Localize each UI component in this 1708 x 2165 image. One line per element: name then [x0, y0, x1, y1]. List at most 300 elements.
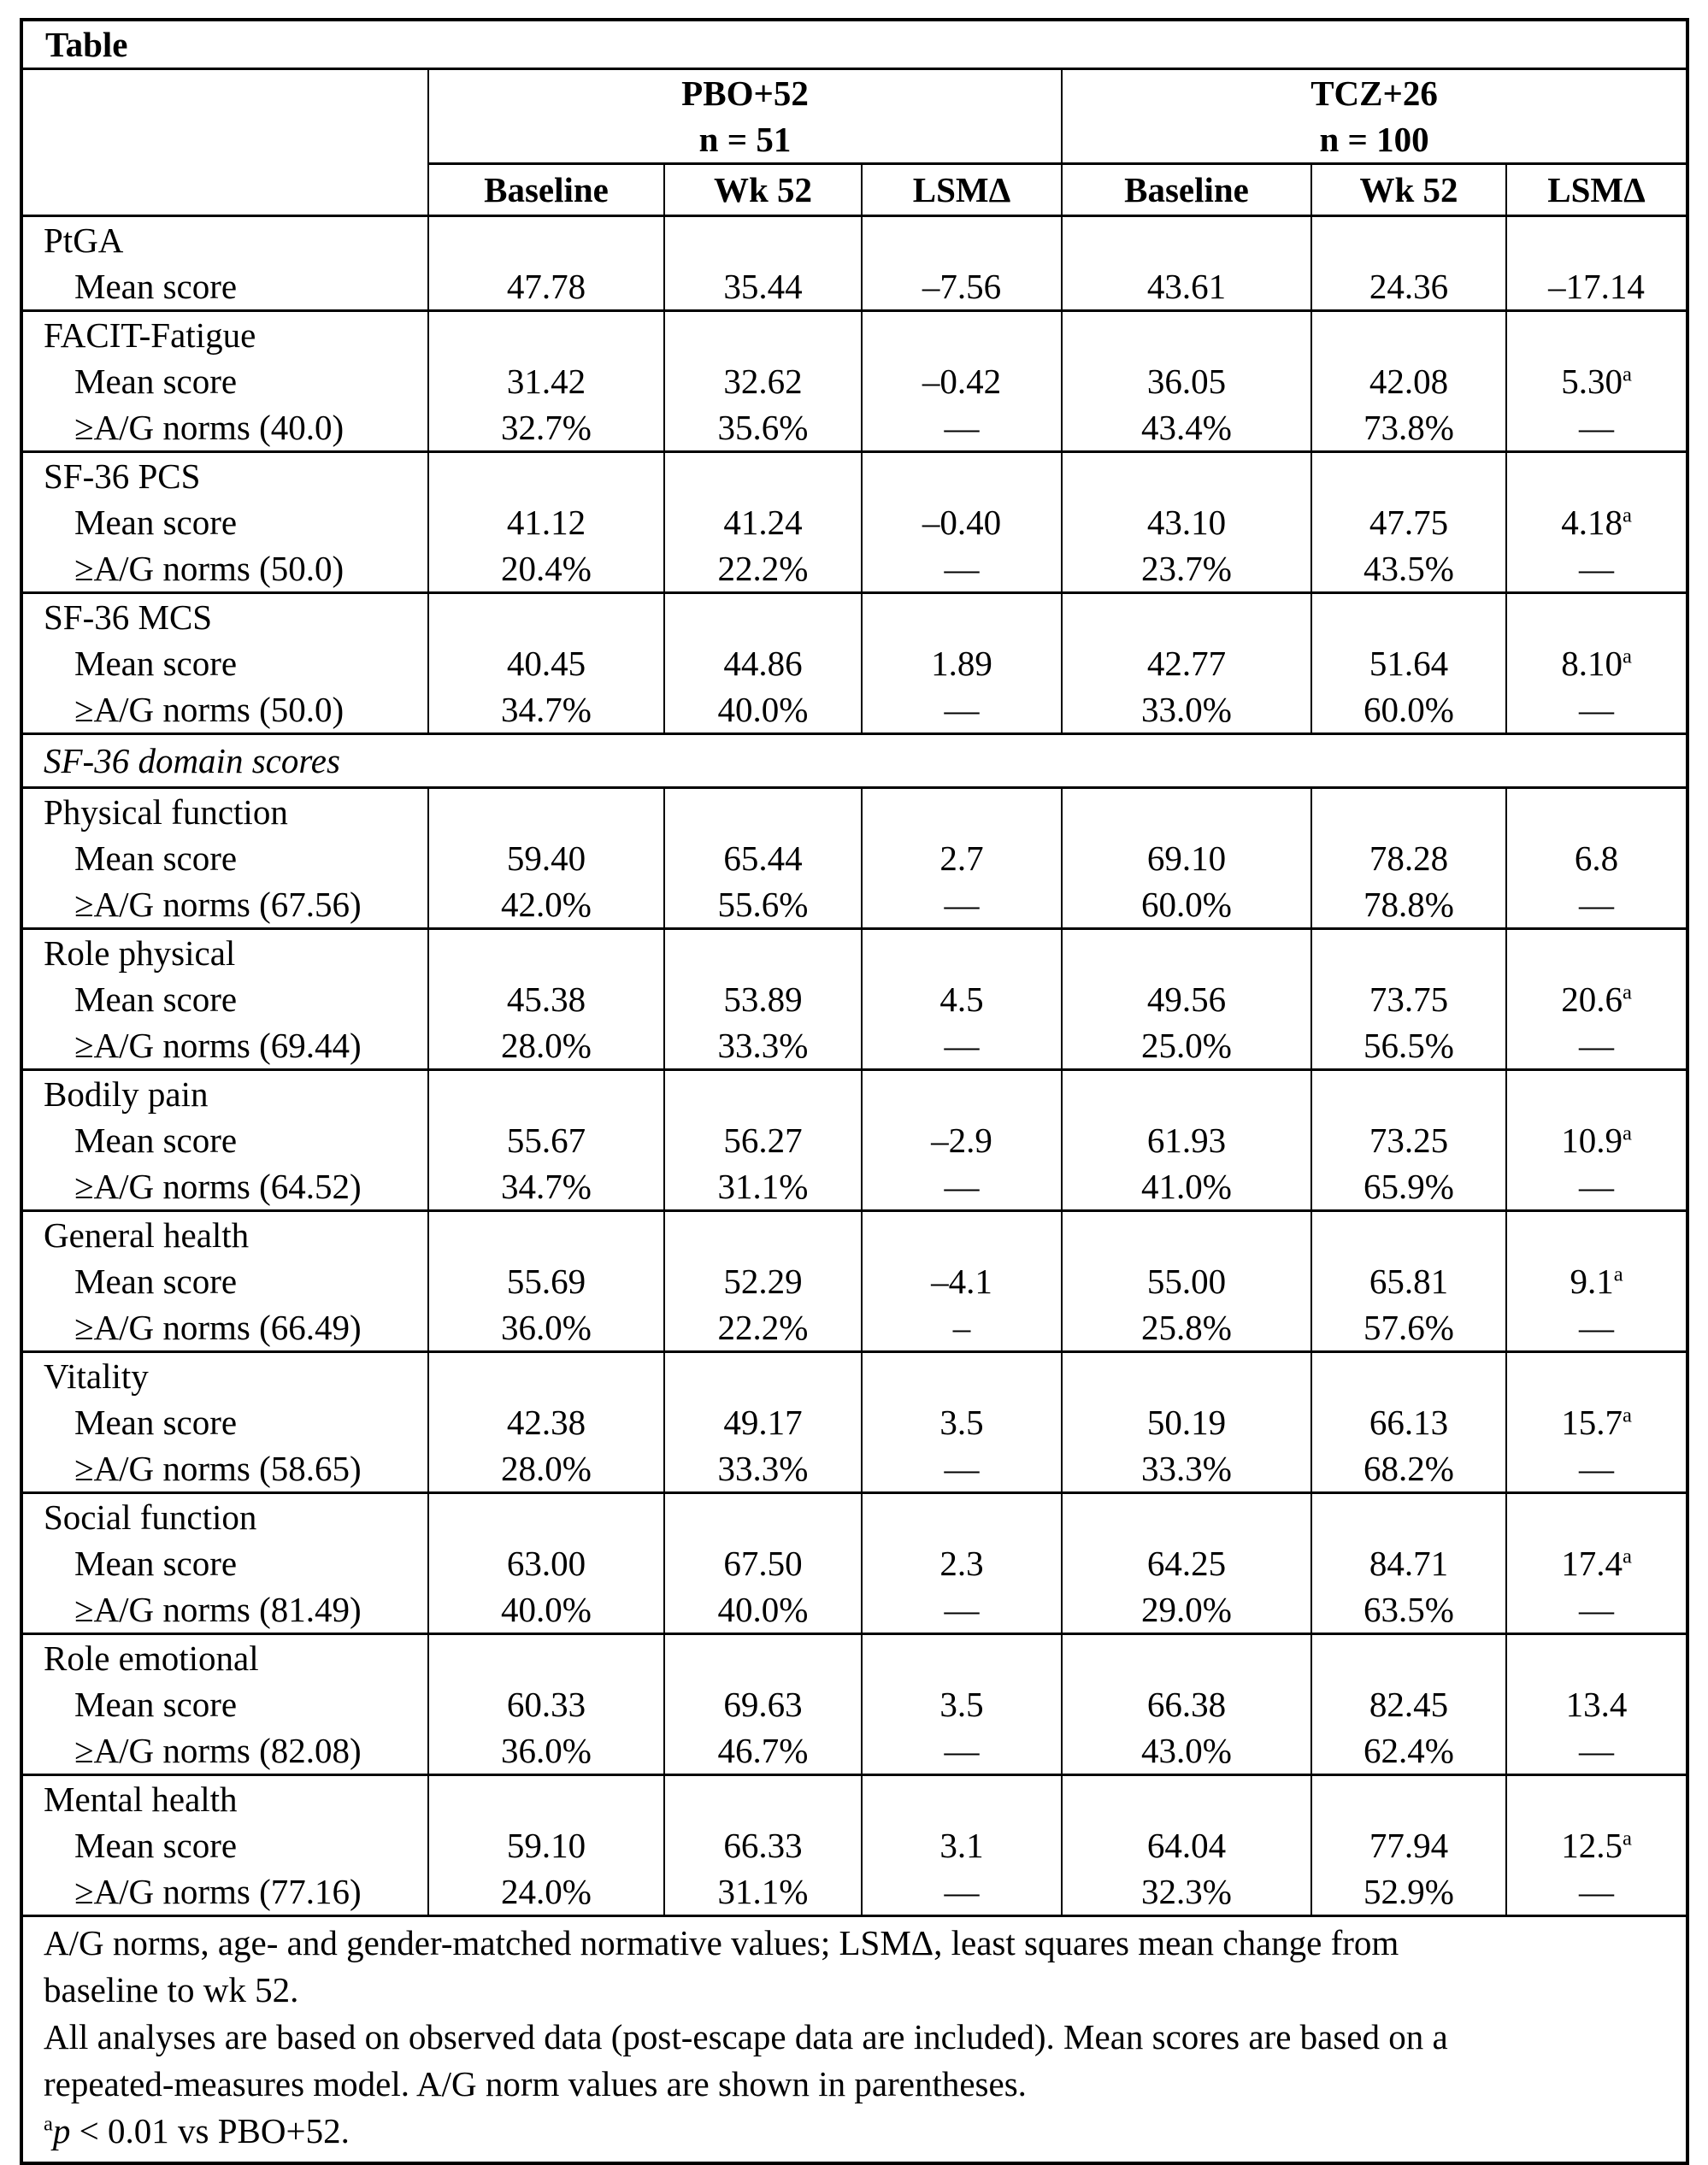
- data-cell: [862, 216, 1062, 311]
- footnote-marker: a: [1622, 362, 1632, 386]
- cell-value: 41.0%: [1141, 1167, 1232, 1206]
- footnote-marker: a: [1622, 503, 1632, 527]
- data-cell: [664, 1634, 862, 1775]
- data-cell: [1506, 1352, 1687, 1493]
- footnote-abbreviations: A/G norms, age- and gender-matched normative values; LSMΔ, least squares mean change from: [44, 1923, 1399, 1962]
- cell-value: —: [944, 549, 980, 588]
- column-header-label: LSMΔ: [912, 170, 1011, 209]
- group-header-row: [21, 69, 1687, 164]
- cell-value: 56.27: [723, 1121, 803, 1160]
- section-row: [21, 1775, 1687, 1916]
- section-row: [21, 311, 1687, 452]
- column-header-label: Wk 52: [1359, 170, 1458, 209]
- data-cell: [1062, 452, 1311, 593]
- blank-line: [863, 217, 1061, 263]
- section-label-cell: [21, 1070, 428, 1211]
- group-header-tcz: [1062, 69, 1687, 164]
- blank-line: [1063, 930, 1310, 976]
- column-header-baseline-tcz: [1062, 164, 1311, 216]
- blank-line: [863, 453, 1061, 499]
- data-cell: [1311, 311, 1506, 452]
- data-cell: [664, 788, 862, 929]
- blank-line: [665, 1494, 861, 1540]
- cell-value: 15.7$^a$: [1561, 1403, 1632, 1442]
- cell-value: —: [1579, 1449, 1615, 1488]
- blank-line: [863, 594, 1061, 640]
- cell-value: 4.18$^a$: [1561, 503, 1632, 542]
- row-label: Mean score: [74, 1826, 238, 1865]
- data-cell: [1506, 452, 1687, 593]
- data-cell: [862, 1775, 1062, 1916]
- cell-value: 20.6$^a$: [1561, 980, 1632, 1019]
- cell-value: 66.38: [1146, 1685, 1227, 1724]
- cell-value: –17.14: [1548, 267, 1645, 306]
- section-label-cell: [21, 1634, 428, 1775]
- cell-value: 3.1: [939, 1826, 984, 1865]
- footnote-marker: a: [1622, 644, 1632, 668]
- cell-value: —: [944, 408, 980, 447]
- cell-value: 28.0%: [501, 1026, 592, 1065]
- data-cell: [862, 1070, 1062, 1211]
- blank-line: [1312, 453, 1505, 499]
- cell-value: 28.0%: [501, 1449, 592, 1488]
- domain-section-label: SF-36 domain scores: [44, 741, 340, 780]
- data-cell: [1062, 1070, 1311, 1211]
- cell-value: 44.86: [723, 644, 803, 683]
- cell-value: 2.7: [939, 838, 984, 878]
- cell-value: 36.05: [1146, 362, 1227, 401]
- cell-value: 4.5: [939, 980, 984, 1019]
- data-cell: [1311, 1070, 1506, 1211]
- blank-line: [665, 1353, 861, 1399]
- data-cell: [1506, 1211, 1687, 1352]
- cell-value: —: [1579, 1731, 1615, 1770]
- blank-line: [1507, 1494, 1686, 1540]
- row-label: Mean score: [74, 362, 238, 401]
- footnote-marker: a: [1622, 1827, 1632, 1850]
- section-label: Vitality: [44, 1356, 149, 1396]
- blank-line: [429, 1212, 663, 1258]
- data-cell: [664, 1352, 862, 1493]
- cell-value: 68.2%: [1363, 1449, 1454, 1488]
- section-label: SF-36 PCS: [44, 456, 201, 496]
- table-title: Table: [45, 25, 128, 64]
- blank-line: [863, 930, 1061, 976]
- blank-line: [665, 1071, 861, 1117]
- blank-line: [665, 217, 861, 263]
- cell-value: 2.3: [939, 1544, 984, 1583]
- cell-value: 34.7%: [501, 1167, 592, 1206]
- blank-line: [429, 217, 663, 263]
- data-cell: [1062, 1775, 1311, 1916]
- row-label: ≥A/G norms (50.0): [74, 549, 345, 588]
- blank-line: [665, 312, 861, 358]
- group-n: n = 100: [1319, 120, 1429, 159]
- data-cell: [1506, 1775, 1687, 1916]
- row-label: ≥A/G norms (77.16): [74, 1872, 362, 1911]
- footnote-pvalue-rest: < 0.01 vs PBO+52.: [70, 2111, 350, 2150]
- data-cell: [862, 593, 1062, 734]
- blank-line: [1507, 1071, 1686, 1117]
- blank-line: [1063, 1353, 1310, 1399]
- blank-line: [1063, 1494, 1310, 1540]
- blank-line: [1507, 1353, 1686, 1399]
- row-label: Mean score: [74, 503, 238, 542]
- data-cell: [664, 1211, 862, 1352]
- cell-value: 43.0%: [1141, 1731, 1232, 1770]
- footnote-marker: a: [1622, 1403, 1632, 1427]
- section-label-cell: [21, 929, 428, 1070]
- blank-line: [1507, 1776, 1686, 1822]
- data-cell: [664, 452, 862, 593]
- cell-value: —: [944, 1167, 980, 1206]
- blank-line: [429, 1776, 663, 1822]
- data-cell: [1506, 593, 1687, 734]
- section-row: [21, 1070, 1687, 1211]
- section-row: [21, 1211, 1687, 1352]
- data-cell: [1506, 311, 1687, 452]
- cell-value: 77.94: [1369, 1826, 1449, 1865]
- data-cell: [428, 929, 664, 1070]
- cell-value: 40.45: [506, 644, 586, 683]
- blank-line: [1312, 789, 1505, 835]
- cell-value: 69.10: [1146, 838, 1227, 878]
- cell-value: —: [944, 1731, 980, 1770]
- blank-line: [429, 1494, 663, 1540]
- data-cell: [428, 1493, 664, 1634]
- section-label: Social function: [44, 1497, 257, 1537]
- cell-value: –4.1: [931, 1262, 992, 1301]
- row-label: Mean score: [74, 267, 238, 306]
- cell-value: 60.33: [506, 1685, 586, 1724]
- data-cell: [862, 929, 1062, 1070]
- row-label: Mean score: [74, 1262, 238, 1301]
- cell-value: —: [944, 885, 980, 924]
- cell-value: 52.9%: [1363, 1872, 1454, 1911]
- cell-value: –2.9: [931, 1121, 992, 1160]
- section-label: Role physical: [44, 933, 236, 973]
- data-cell: [428, 593, 664, 734]
- data-cell: [428, 1211, 664, 1352]
- blank-line: [429, 930, 663, 976]
- cell-value: 49.56: [1146, 980, 1227, 1019]
- data-cell: [862, 1352, 1062, 1493]
- column-header-label: Baseline: [1124, 170, 1249, 209]
- column-header-label: Wk 52: [713, 170, 813, 209]
- cell-value: 33.3%: [1141, 1449, 1232, 1488]
- blank-line: [1507, 312, 1686, 358]
- blank-line: [863, 1635, 1061, 1681]
- cell-value: 78.28: [1369, 838, 1449, 878]
- cell-value: —: [1579, 408, 1615, 447]
- cell-value: 46.7%: [717, 1731, 809, 1770]
- cell-value: —: [1579, 1872, 1615, 1911]
- blank-line: [665, 453, 861, 499]
- row-label: ≥A/G norms (69.44): [74, 1026, 362, 1065]
- cell-value: 25.0%: [1141, 1026, 1232, 1065]
- cell-value: 55.6%: [717, 885, 809, 924]
- cell-value: —: [944, 1590, 980, 1629]
- cell-value: 36.0%: [501, 1308, 592, 1347]
- cell-value: 55.67: [506, 1121, 586, 1160]
- data-cell: [664, 929, 862, 1070]
- cell-value: —: [944, 1026, 980, 1065]
- data-cell: [862, 1211, 1062, 1352]
- cell-value: 63.5%: [1363, 1590, 1454, 1629]
- cell-value: 47.78: [506, 267, 586, 306]
- group-header-pbo: [428, 69, 1062, 164]
- footnote-marker: a: [44, 2112, 53, 2136]
- group-name: TCZ+26: [1310, 74, 1438, 113]
- section-label-cell: [21, 311, 428, 452]
- footnote-marker: a: [1622, 1544, 1632, 1568]
- cell-value: 5.30$^a$: [1561, 362, 1632, 401]
- column-header-wk52-pbo: [664, 164, 862, 216]
- row-label: ≥A/G norms (66.49): [74, 1308, 362, 1347]
- data-cell: [1062, 1352, 1311, 1493]
- footnotes-row: [21, 1916, 1687, 2164]
- section-row: [21, 1634, 1687, 1775]
- row-label: Mean score: [74, 1121, 238, 1160]
- data-cell: [428, 1634, 664, 1775]
- cell-value: 40.0%: [501, 1590, 592, 1629]
- blank-line: [429, 594, 663, 640]
- column-header-wk52-tcz: [1311, 164, 1506, 216]
- section-label-cell: [21, 1352, 428, 1493]
- cell-value: —: [944, 690, 980, 729]
- data-cell: [1506, 1493, 1687, 1634]
- data-cell: [1311, 788, 1506, 929]
- cell-value: –: [952, 1308, 971, 1347]
- cell-value: 62.4%: [1363, 1731, 1454, 1770]
- cell-value: 65.9%: [1363, 1167, 1454, 1206]
- cell-value: 33.0%: [1141, 690, 1232, 729]
- cell-value: 57.6%: [1363, 1308, 1454, 1347]
- data-cell: [428, 788, 664, 929]
- blank-line: [1312, 930, 1505, 976]
- cell-value: 66.13: [1369, 1403, 1449, 1442]
- cell-value: 34.7%: [501, 690, 592, 729]
- column-header-lsmd-pbo: [862, 164, 1062, 216]
- blank-line: [429, 1635, 663, 1681]
- cell-value: 55.00: [1146, 1262, 1227, 1301]
- cell-value: 42.77: [1146, 644, 1227, 683]
- cell-value: —: [1579, 690, 1615, 729]
- table-title-cell: [21, 20, 1687, 69]
- cell-value: —: [1579, 1308, 1615, 1347]
- blank-line: [429, 453, 663, 499]
- blank-line: [863, 789, 1061, 835]
- blank-line: [1507, 930, 1686, 976]
- cell-value: 22.2%: [717, 1308, 809, 1347]
- cell-value: 73.8%: [1363, 408, 1454, 447]
- cell-value: —: [944, 1449, 980, 1488]
- data-cell: [1062, 929, 1311, 1070]
- section-label-cell: [21, 788, 428, 929]
- cell-value: 73.25: [1369, 1121, 1449, 1160]
- blank-line: [1312, 1071, 1505, 1117]
- cell-value: 61.93: [1146, 1121, 1227, 1160]
- section-row: [21, 593, 1687, 734]
- cell-value: 60.0%: [1141, 885, 1232, 924]
- cell-value: 82.45: [1369, 1685, 1449, 1724]
- cell-value: 41.24: [723, 503, 803, 542]
- cell-value: 6.8: [1574, 838, 1619, 878]
- column-header-lsmd-tcz: [1506, 164, 1687, 216]
- data-cell: [1062, 1493, 1311, 1634]
- footnote-significance: [44, 2108, 1669, 2155]
- cell-value: 9.1$^a$: [1570, 1262, 1623, 1301]
- data-cell: [1506, 216, 1687, 311]
- blank-line: [429, 1071, 663, 1117]
- data-cell: [1506, 1070, 1687, 1211]
- data-cell: [428, 1070, 664, 1211]
- blank-line: [863, 312, 1061, 358]
- cell-value: 12.5$^a$: [1561, 1826, 1632, 1865]
- cell-value: 10.9$^a$: [1561, 1121, 1632, 1160]
- data-cell: [1062, 593, 1311, 734]
- cell-value: 32.62: [723, 362, 803, 401]
- cell-value: 3.5: [939, 1685, 984, 1724]
- blank-line: [665, 1635, 861, 1681]
- blank-line: [665, 1212, 861, 1258]
- outcomes-table: [20, 18, 1689, 2165]
- cell-value: 64.04: [1146, 1826, 1227, 1865]
- cell-value: 24.36: [1369, 267, 1449, 306]
- cell-value: 50.19: [1146, 1403, 1227, 1442]
- cell-value: 63.00: [506, 1544, 586, 1583]
- section-label: Physical function: [44, 792, 288, 832]
- column-header-label: Baseline: [484, 170, 609, 209]
- data-cell: [428, 311, 664, 452]
- blank-line: [1063, 217, 1310, 263]
- cell-value: —: [1579, 549, 1615, 588]
- blank-line: [1507, 594, 1686, 640]
- domain-section-header-row: [21, 734, 1687, 788]
- data-cell: [1311, 1352, 1506, 1493]
- blank-line: [1063, 453, 1310, 499]
- cell-value: 66.33: [723, 1826, 803, 1865]
- cell-value: 55.69: [506, 1262, 586, 1301]
- data-cell: [1062, 311, 1311, 452]
- blank-line: [1063, 789, 1310, 835]
- data-cell: [1311, 1634, 1506, 1775]
- section-row: [21, 452, 1687, 593]
- blank-line: [429, 1353, 663, 1399]
- section-row: [21, 788, 1687, 929]
- cell-value: 73.75: [1369, 980, 1449, 1019]
- cell-value: 22.2%: [717, 549, 809, 588]
- blank-line: [1312, 312, 1505, 358]
- data-cell: [862, 1634, 1062, 1775]
- blank-line: [1507, 217, 1686, 263]
- cell-value: 53.89: [723, 980, 803, 1019]
- data-cell: [428, 452, 664, 593]
- blank-line: [1063, 594, 1310, 640]
- blank-line: [863, 1071, 1061, 1117]
- cell-value: 42.0%: [501, 885, 592, 924]
- blank-line: [1507, 789, 1686, 835]
- row-label: Mean score: [74, 838, 238, 878]
- blank-line: [863, 1353, 1061, 1399]
- section-label: SF-36 MCS: [44, 597, 213, 637]
- data-cell: [428, 216, 664, 311]
- cell-value: 40.0%: [717, 690, 809, 729]
- cell-value: 8.10$^a$: [1561, 644, 1632, 683]
- data-cell: [862, 1493, 1062, 1634]
- cell-value: 23.7%: [1141, 549, 1232, 588]
- section-label: Role emotional: [44, 1638, 259, 1678]
- blank-line: [1063, 1635, 1310, 1681]
- data-cell: [428, 1775, 664, 1916]
- cell-value: 59.10: [506, 1826, 586, 1865]
- cell-value: 29.0%: [1141, 1590, 1232, 1629]
- blank-line: [1312, 1353, 1505, 1399]
- data-cell: [1062, 1634, 1311, 1775]
- blank-line: [429, 789, 663, 835]
- cell-value: 43.10: [1146, 503, 1227, 542]
- blank-line: [1312, 1212, 1505, 1258]
- section-label-cell: [21, 1211, 428, 1352]
- data-cell: [1311, 1493, 1506, 1634]
- cell-value: 1.89: [931, 644, 992, 683]
- blank-line: [1063, 1212, 1310, 1258]
- cell-value: 49.17: [723, 1403, 803, 1442]
- cell-value: 47.75: [1369, 503, 1449, 542]
- row-label: Mean score: [74, 1544, 238, 1583]
- group-name: PBO+52: [681, 74, 809, 113]
- cell-value: 31.1%: [717, 1167, 809, 1206]
- row-label: ≥A/G norms (67.56): [74, 885, 362, 924]
- row-label: ≥A/G norms (81.49): [74, 1590, 362, 1629]
- cell-value: 43.4%: [1141, 408, 1232, 447]
- cell-value: 65.81: [1369, 1262, 1449, 1301]
- cell-value: 64.25: [1146, 1544, 1227, 1583]
- cell-value: 25.8%: [1141, 1308, 1232, 1347]
- cell-value: 84.71: [1369, 1544, 1449, 1583]
- cell-value: 78.8%: [1363, 885, 1454, 924]
- cell-value: 59.40: [506, 838, 586, 878]
- row-label: Mean score: [74, 1685, 238, 1724]
- section-label-cell: [21, 1493, 428, 1634]
- data-cell: [664, 216, 862, 311]
- data-cell: [1311, 216, 1506, 311]
- row-label: ≥A/G norms (40.0): [74, 408, 345, 447]
- data-cell: [862, 452, 1062, 593]
- cell-value: 42.38: [506, 1403, 586, 1442]
- cell-value: 32.3%: [1141, 1872, 1232, 1911]
- section-label-cell: [21, 216, 428, 311]
- cell-value: 67.50: [723, 1544, 803, 1583]
- row-label: Mean score: [74, 1403, 238, 1442]
- cell-value: 35.44: [723, 267, 803, 306]
- blank-line: [1312, 217, 1505, 263]
- data-cell: [664, 1775, 862, 1916]
- blank-line: [1312, 594, 1505, 640]
- cell-value: 40.0%: [717, 1590, 809, 1629]
- section-label: Bodily pain: [44, 1074, 209, 1114]
- cell-value: 41.12: [506, 503, 586, 542]
- blank-line: [665, 594, 861, 640]
- cell-value: 42.08: [1369, 362, 1449, 401]
- section-label: PtGA: [44, 221, 124, 260]
- blank-line: [1507, 1212, 1686, 1258]
- data-cell: [664, 1493, 862, 1634]
- section-label-cell: [21, 452, 428, 593]
- section-row: [21, 929, 1687, 1070]
- blank-line: [1312, 1635, 1505, 1681]
- cell-value: –7.56: [922, 267, 1002, 306]
